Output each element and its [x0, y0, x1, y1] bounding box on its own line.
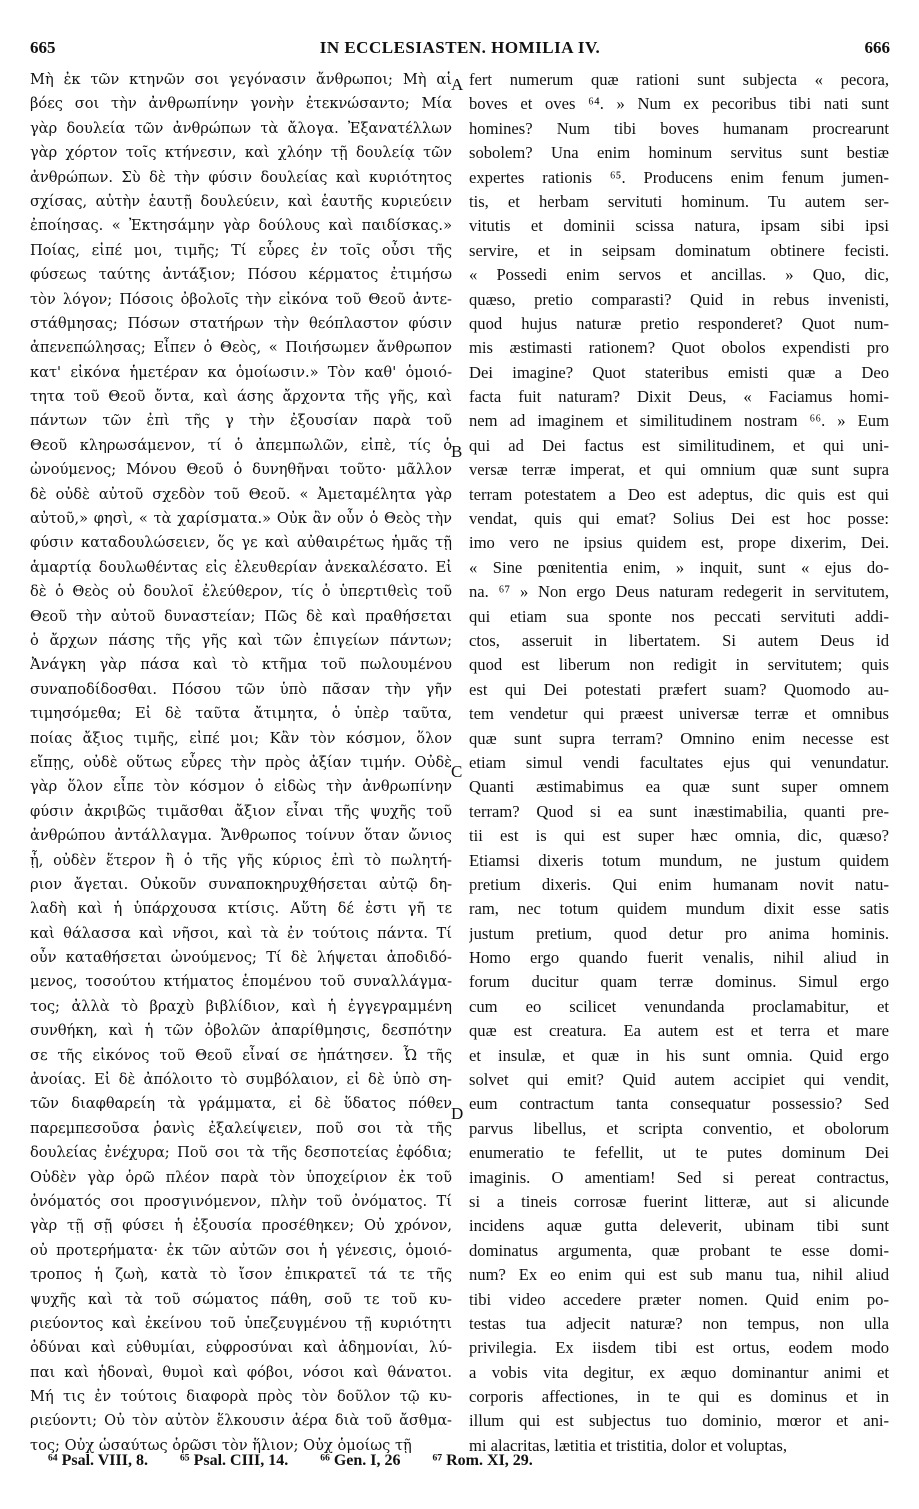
greek-text-line: οὖν καταθήσεται ὠνούμενος; Τί δὲ λήψεται ἀποδιδό- [30, 949, 452, 967]
latin-text-line: tem vendetur qui præest universæ terræ et omnibus [469, 704, 889, 724]
latin-text-line: terram potestatem a Deo est adeptus, dic quis est qui [469, 484, 889, 504]
latin-text-line: tibi video accedere præter nomen. Quid enim po- [469, 1289, 889, 1309]
greek-text-line: παι καὶ ἡδοναὶ, θυμοὶ καὶ φόβοι, νόσοι καὶ θάνατοι. [30, 1363, 452, 1381]
section-marker-b: B [451, 442, 463, 461]
greek-text-line: ἀπενεπώλησας; Εἶπεν ὁ Θεὸς, « Ποιήσωμεν ἄνθρωπον [30, 339, 452, 357]
latin-text-line: homines? Num tibi boves humanam procrearunt [469, 118, 889, 138]
greek-text-line: ριεύοντος καὶ ἐκείνου τοῦ ὑπεζευγμένου τῇ κυριότητι [30, 1314, 452, 1332]
greek-text-line: ᾖ, οὐδὲν ἕτερον ἢ ὁ τῆς γῆς κύριος ἐπὶ τὸ πωλητή- [30, 851, 452, 869]
latin-text-line: solvet qui emit? Quid autem accipiet qui vendit, [469, 1070, 889, 1090]
latin-text-line: qui ad Dei factus est similitudinem, et qui uni- [469, 435, 889, 455]
latin-text-line: et insulæ, et quæ in his sunt omnia. Quid ergo [469, 1045, 889, 1065]
greek-text-line: κατ' εἰκόνα ἡμετέραν κα ὁμοίωσιν.» Τὸν καθ' ὁμοιό- [30, 363, 452, 381]
latin-text-line: justum pretium, quod detur pro anima hominis. [469, 923, 889, 943]
latin-text-line: vitutis et dominii scissa natura, ipsam sibi ipsi [469, 216, 889, 236]
greek-text-line: Μή τις ἐν τούτοις διαφορὰ πρὸς τὸν δοῦλον τῷ κυ- [30, 1388, 452, 1406]
greek-text-line: ὀδύναι καὶ εὐθυμίαι, εὐφροσύναι καὶ ἀδημονίαι, λύ- [30, 1339, 452, 1357]
greek-text-line: δὲ ὁ Θεὸς οὐ δουλοῖ ἐλεύθερον, τίς ὁ ὑπερτιθεὶς τοῦ [30, 583, 452, 601]
greek-text-line: οὐ προτερήματα· ἐκ τῶν αὐτῶν σοι ἡ γένεσις, ὁμοιό- [30, 1241, 452, 1259]
greek-text-line: γὰρ δουλεία τῶν ἀνθρώπων τὰ ἄλογα. Ἐξανατέλλων [30, 119, 452, 137]
latin-text-line: tis, et herbam servituti hominum. Tu autem ser- [469, 191, 889, 211]
latin-text-line: quæso, pretio comparasti? Quid in rebus invenisti, [469, 289, 889, 309]
latin-text-line: quod est liberum non redigit in servitutem; quis [469, 655, 889, 675]
latin-text-line: incidens aquæ gutta deleverit, ubinam tibi sunt [469, 1216, 889, 1236]
page-header [30, 38, 890, 62]
footnotes [48, 1452, 848, 1476]
latin-text-line: testas tua adjecit naturæ? non tempus, non ulla [469, 1313, 889, 1333]
greek-text-line: γὰρ τῇ σῇ φύσει ἡ ἐξουσία προσέθηκεν; Οὐ χρόνον, [30, 1217, 452, 1235]
latin-text-line: mi alacritas, lætitia et tristitia, dolor et voluptas, [469, 1435, 787, 1455]
latin-text-line: na. ⁶⁷ » Non ergo Deus naturam redegerit in servitutem, [469, 582, 889, 602]
greek-text-line: λαδὴ καὶ ἡ ὑπάρχουσα κτίσις. Αὕτη δέ ἐστι γῆ τε [30, 900, 452, 918]
latin-text-line: quod hujus naturæ pretio responderet? Quot num- [469, 313, 889, 333]
latin-text-line: « Sine pœnitentia enim, » inquit, sunt « ejus do- [469, 557, 889, 577]
section-marker-a: A [451, 75, 464, 94]
greek-text-line: σχίσας, αὐτὴν ἑαυτῇ δουλεύειν, καὶ ἑαυτῆς κυριεύειν [30, 192, 452, 210]
greek-text-line: ἐποίησας. « Ἐκτησάμην γὰρ δούλους καὶ παιδίσκας.» [30, 217, 452, 235]
latin-text-line: quæ est creatura. Ea autem est et terra et mare [469, 1021, 889, 1041]
footnote-66: ⁶⁶ Gen. I, 26 [320, 1452, 401, 1469]
latin-text-line: « Possedi enim servos et ancillas. » Quo, dic, [469, 265, 889, 285]
greek-text-line: ἀνθρώπου ἀντάλλαγμα. Ἄνθρωπος τοίνυν ὅταν ὤνιος [30, 827, 452, 845]
greek-text-line: ὁ ἄρχων πάσης τῆς γῆς καὶ τῶν ἐπιγείων πάντων; [30, 631, 452, 649]
greek-text-line: τιμησόμεθα; Εἰ δὲ ταῦτα ἄτιμητα, ὁ ὑπὲρ ταῦτα, [30, 705, 452, 723]
latin-text-line: mis æstimasti rationem? Quot obolos expendisti pro [469, 338, 889, 358]
latin-text-line: imaginis. O amentiam! Sed si pereat contractus, [469, 1167, 889, 1187]
greek-text-line: Μὴ ἐκ τῶν κτηνῶν σοι γεγόνασιν ἄνθρωποι; Μὴ αἱ [30, 71, 452, 88]
latin-text-line: a vobis vita degitur, ex æquo dominantur animi et [469, 1362, 889, 1382]
greek-text-line: γὰρ ὅλον εἶπε τὸν κόσμον ὁ εἰδὼς τὴν ἀνθρωπίνην [30, 778, 452, 796]
greek-text-line: φύσιν ἀκριβῶς τιμᾶσθαι ἄξιον εἶναι τῆς ψυχῆς τοῦ [30, 802, 452, 820]
latin-text-line: est qui Dei potestati præfert suam? Quomodo au- [469, 679, 889, 699]
latin-text-line: terram? Quod si ea sunt inæstimabilia, quanti pre- [469, 801, 889, 821]
page-number-left: 665 [30, 38, 56, 57]
greek-text-line: δὲ οὐδὲ αὐτοῦ σχεδὸν τοῦ Θεοῦ. « Ἀμεταμέλητα γὰρ [30, 485, 452, 503]
latin-text-line: sobolem? Una enim hominum servitus sunt bestiæ [469, 143, 889, 163]
greek-text-line: Θεοῦ τὴν αὐτοῦ δυναστείαν; Πῶς δὲ καὶ πραθήσεται [30, 607, 452, 625]
latin-column [469, 68, 889, 1458]
latin-text-line: etiam simul vendi facultates ejus qui venundatur. [469, 752, 889, 772]
latin-text-line: si a tineis corrosæ fuerint litteræ, aut si alicunde [469, 1191, 889, 1211]
greek-text-line: βόες σοι τὴν ἀνθρωπίνην γονὴν ἐτεκνώσαντο; Μία [30, 95, 452, 113]
latin-text-line: nem ad imaginem et similitudinem nostram ⁶⁶. » Eum [469, 411, 889, 431]
page-number-right: 666 [864, 38, 890, 57]
greek-text-line: ριεύοντι; Οὐ τὸν αὐτὸν ἕλκουσιν ἀέρα διὰ τοῦ ἄσθμα- [30, 1412, 452, 1430]
latin-text-line: versæ terræ imperat, et qui omnium quæ sunt supra [469, 460, 889, 480]
latin-text-line: tii est is qui est super hæc omnia, dic, quæso? [469, 826, 889, 846]
latin-text-line: Homo ergo quando fuerit venalis, nihil aliud in [469, 948, 889, 968]
greek-text-line: τητα τοῦ Θεοῦ ὄντα, καὶ άσης ἄρχοντα τῆς γῆς, καὶ [30, 388, 452, 406]
latin-text-line: Etiamsi dixeris totum mundum, ne justum quidem [469, 850, 889, 870]
latin-text-line: servire, et in seipsam dominatum obtinere fecisti. [469, 240, 889, 260]
latin-text-line: num? Ex eo enim qui est sub manu tua, nihil aliud [469, 1265, 889, 1285]
greek-text-line: ψυχῆς καὶ τὰ τοῦ σώματος πάθη, σοῦ τε τοῦ κυ- [30, 1290, 452, 1308]
latin-text-line: facta fuit naturam? Dixit Deus, « Faciamus homi- [469, 387, 889, 407]
latin-text-line: Quanti æstimabimus ea quæ sunt super omnem [469, 777, 889, 797]
latin-text-line: cum eo scilicet venundanda proclamabitur, et [469, 996, 889, 1016]
latin-text-line: pretium dixeris. Qui enim humanam novit natu- [469, 874, 889, 894]
latin-text-line: illum qui est subjectus tuo dominio, mœror et ani- [469, 1411, 889, 1431]
latin-text-line: eum contractum tanta consequatur possessio? Sed [469, 1094, 889, 1114]
greek-text-line: ποίας ἄξιος τιμῆς, εἰπέ μοι; Κἂν τὸν κόσμον, ὅλον [30, 729, 452, 747]
greek-text-line: συνθήκη, καὶ ἡ τῶν ὀβολῶν ἀπαρίθμησις, δεσπότην [30, 1022, 452, 1040]
greek-text-line: ἁμαρτίᾳ δουλωθέντας εἰς ἐλευθερίαν ἀνεκαλέσατο. Εἰ [30, 558, 452, 576]
greek-text-line: εἴπῃς, οὐδὲ οὕτως εὗρες τὴν πρὸς ἀξίαν τιμήν. Οὐδὲ [30, 753, 452, 771]
footnote-67: ⁶⁷ Rom. XI, 29. [432, 1452, 533, 1469]
latin-text-line: qui etiam sua sponte nos peccati servituti addi- [469, 606, 889, 626]
greek-text-line: πάντων τῶν ἐπὶ τῆς γ τὴν ἐξουσίαν παρὰ τοῦ [30, 412, 452, 430]
greek-text-line: στάθμησας; Πόσων στατήρων τὴν θεόπλαστον φύσιν [30, 314, 452, 332]
latin-text-line: quæ sunt supra terram? Omnino enim necesse est [469, 728, 889, 748]
greek-text-line: καὶ θάλασσα καὶ νῆσοι, καὶ τὰ ἐν τούτοις πάντα. Τί [30, 924, 452, 942]
greek-text-line: φύσιν καταδουλώσειεν, ὅς γε καὶ αὐθαιρέτως ἡμᾶς τῇ [30, 534, 452, 552]
latin-text-line: corporis affectiones, in te qui es dominus et in [469, 1387, 889, 1407]
running-title: IN ECCLESIASTEN. HOMILIA IV. [319, 38, 601, 57]
latin-text-line: Dei imagine? Quot stateribus emisti quæ a Deo [469, 362, 889, 382]
latin-text-line: expertes rationis ⁶⁵. Producens enim fenum jumen- [469, 167, 889, 187]
greek-text-line: Οὐδὲν γὰρ ὁρῶ πλέον παρὰ τὸν ὑποχείριον ἐκ τοῦ [30, 1168, 452, 1186]
greek-text-line: φύσεως ταύτης ἀντάξιον; Πόσου κέρματος ἐτιμήσω [30, 266, 452, 284]
latin-text-line: parvus libellus, et scripta conventio, et obolorum [469, 1118, 889, 1138]
latin-text-line: fert numerum quæ rationi sunt subjecta « pecora, [469, 70, 889, 89]
latin-text-line: imo vero ne ipsius quidem est, prope dixerim, Dei. [469, 533, 889, 553]
greek-text-line: δουλείας ἐνέχυρα; Ποῦ σοι τὰ τῆς δεσποτείας ἐφόδια; [30, 1144, 452, 1162]
greek-text-line: τος; Οὐχ ὡσαύτως ὁρῶσι τὸν ἥλιον; Οὐχ ὁμοίως τῇ [30, 1436, 412, 1454]
greek-text-line: τροπος ἡ ζωὴ, κατὰ τὸ ἴσον ἐπικρατεῖ τά τε τῆς [30, 1266, 452, 1284]
greek-text-line: ἀνοίας. Εἰ δὲ ἀπόλοιτο τὸ συμβόλαιον, εἰ δὲ ὑπὸ ση- [30, 1071, 452, 1089]
greek-text-line: ὀνόματός σοι προσγινόμενον, πλὴν τοῦ ὀνόματος. Τί [30, 1192, 452, 1210]
footnote-65: ⁶⁵ Psal. CIII, 14. [179, 1452, 289, 1469]
greek-text-line: ἀνθρώπων. Σὺ δὲ τὴν φύσιν δουλείας καὶ κυριότητος [30, 168, 452, 186]
greek-text-line: ριον ἄγεται. Οὐκοῦν συναποκηρυχθήσεται αὐτῷ δη- [30, 875, 452, 893]
latin-text-line: forum ducitur quam terræ dominus. Simul ergo [469, 972, 889, 992]
section-marker-c: C [451, 762, 463, 781]
greek-text-line: Ἀνάγκη γὰρ πάσα καὶ τὸ κτῆμα τοῦ πωλουμένου [30, 656, 452, 674]
greek-text-line: τῶν διαφθαρείη τὰ γράμματα, εἰ δὲ ὕδατος πόθεν [30, 1095, 452, 1113]
greek-text-line: γὰρ χόρτον τοῖς κτήνεσιν, καὶ χλόην τῇ δουλείᾳ τῶν [30, 144, 452, 162]
latin-text-line: enumeratio te fefellit, ut te putes dominum Dei [469, 1143, 889, 1163]
greek-text-line: σε τῆς εἰκόνος τοῦ Θεοῦ εἶναί σε ἠπάτησεν. Ὦ τῆς [30, 1046, 452, 1064]
greek-text-line: τος; ἀλλὰ τὸ βραχὺ βιβλίδιον, καὶ ἡ ἐγγεγραμμένη [30, 997, 452, 1015]
latin-text-line: ram, nec totum quidem mundum dixit esse satis [469, 899, 889, 919]
greek-column [30, 68, 452, 1458]
latin-text-line: privilegia. Ex iisdem tibi est ortus, eodem modo [469, 1338, 889, 1358]
greek-text-line: αὐτοῦ,» φησὶ, « τὰ χαρίσματα.» Οὐκ ἂν οὖν ὁ Θεὸς τὴν [30, 510, 452, 528]
latin-text-line: ctos, asseruit in libertatem. Si autem Deus id [469, 630, 889, 650]
latin-text-line: dominatus argumenta, quæ probant te esse domi- [469, 1240, 889, 1260]
greek-text-line: ὠνούμενος; Μόνου Θεοῦ ὁ δυνηθῆναι τοῦτο· μᾶλλον [30, 461, 452, 479]
section-marker-d: D [451, 1104, 464, 1123]
footnote-64: ⁶⁴ Psal. VIII, 8. [48, 1452, 148, 1469]
greek-text-line: παρεμπεσοῦσα ῥανὶς ἐξαλείψειεν, ποῦ σοι τὰ τῆς [30, 1119, 452, 1137]
greek-text-line: Ποίας, εἰπέ μοι, τιμῆς; Τί εὗρες ἐν τοῖς οὖσι τῆς [30, 241, 452, 259]
latin-text-line: boves et oves ⁶⁴. » Num ex pecoribus tibi nati sunt [469, 94, 889, 114]
greek-text-line: μενος, τοσούτου κτήματος ἑπομένου τοῦ συναλλάγμα- [30, 973, 452, 991]
greek-text-line: Θεοῦ κληρωσάμενον, τί ὁ ἀπεμπωλῶν, εἰπὲ, τίς ὁ [30, 436, 452, 454]
greek-text-line: τὸν λόγον; Πόσοις ὀβολοῖς τὴν εἰκόνα τοῦ Θεοῦ ἀντε- [30, 290, 452, 308]
latin-text-line: vendat, quis qui emat? Solius Dei est hoc posse: [469, 509, 889, 529]
greek-text-line: συναποδίδοσθαι. Πόσου τῶν ὑπὸ πᾶσαν τὴν γῆν [30, 680, 452, 698]
